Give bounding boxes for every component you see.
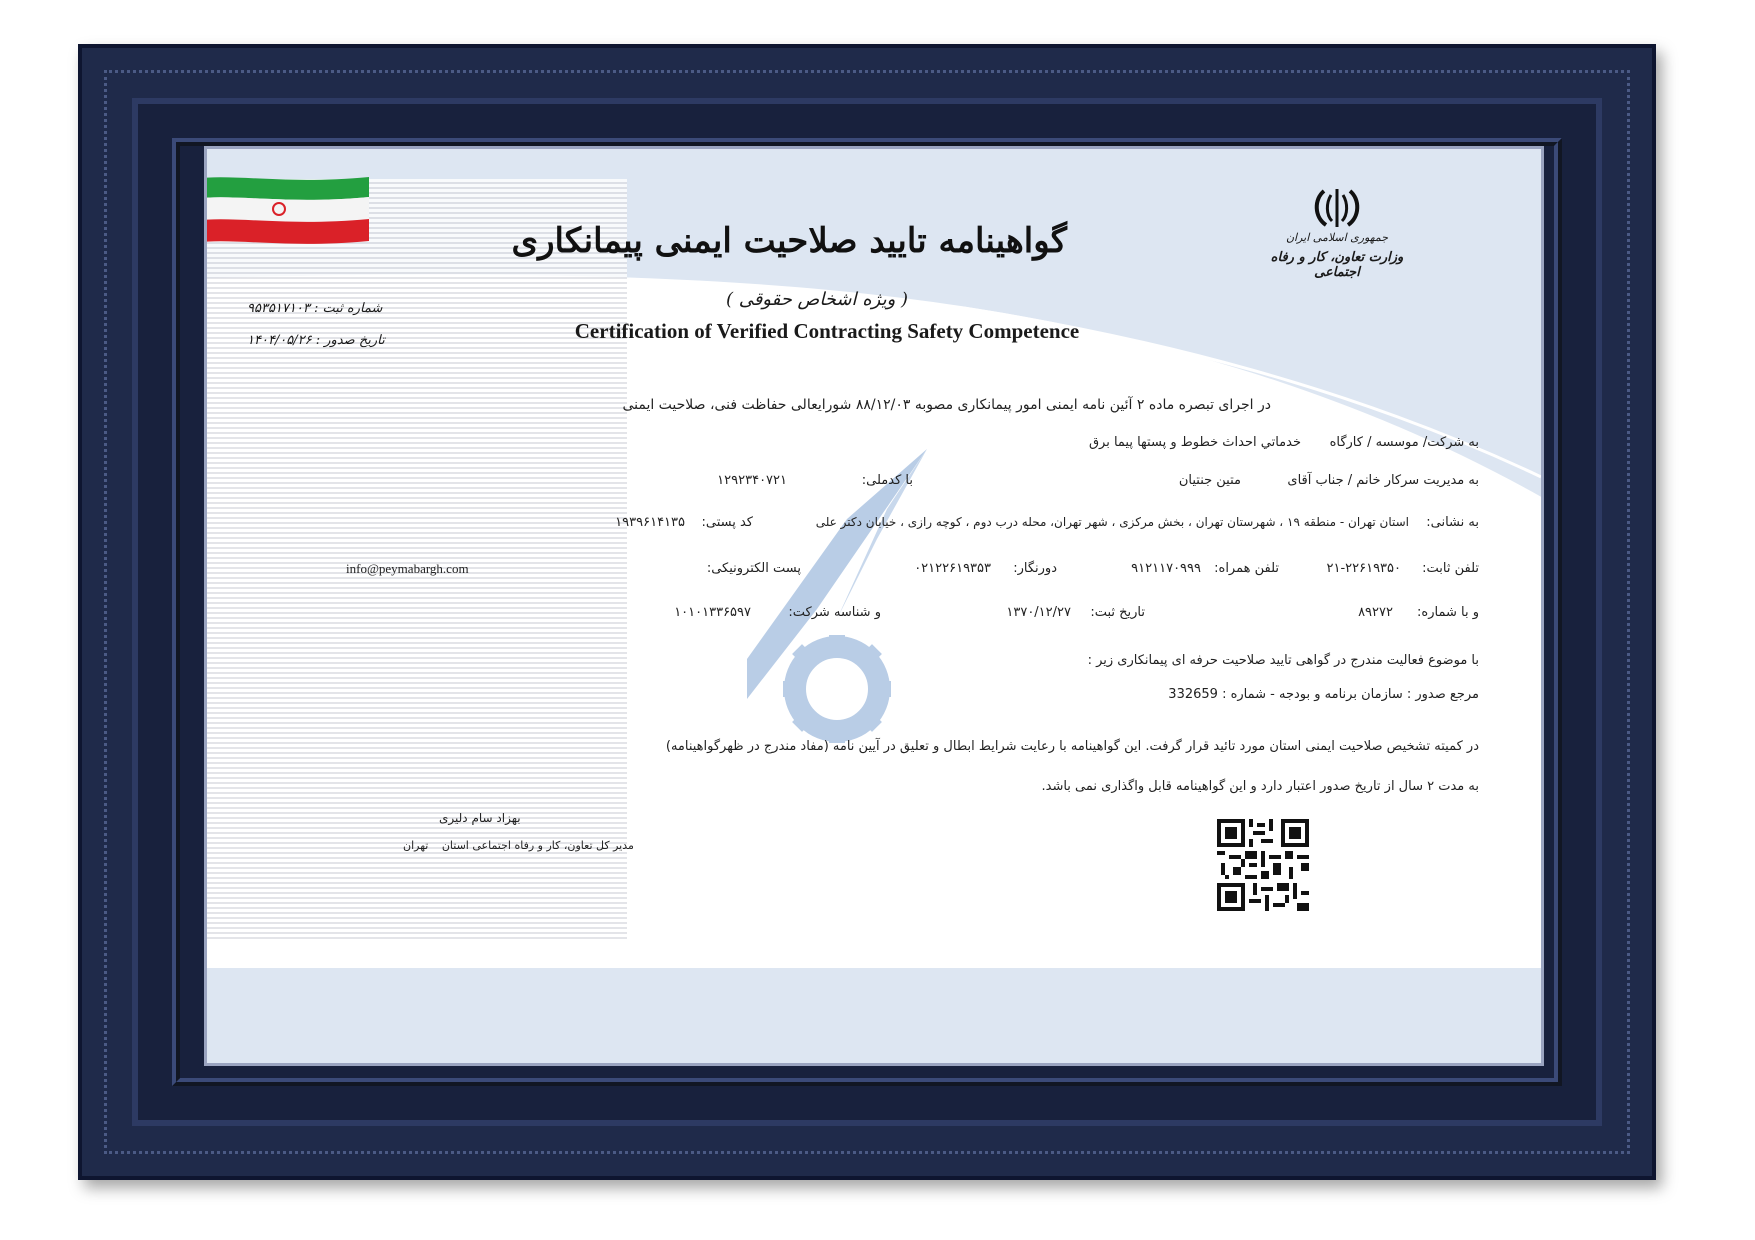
emblem-line1: جمهوری اسلامی ایران bbox=[1285, 231, 1389, 244]
issue-date bbox=[247, 333, 385, 348]
company-id-label: و شناسه شرکت: bbox=[788, 605, 881, 620]
address-value: استان تهران - منطقه ۱۹ ، شهرستان تهران ، بخش مرکزی ، شهر تهران، محله درب دوم ، کوچه رازی ، خیابان دکتر علی bbox=[815, 515, 1409, 529]
stripe-band bbox=[207, 179, 627, 939]
emblem-line2: وزارت تعاون، کار و رفاه اجتماعی bbox=[1270, 250, 1404, 280]
phone-value: ۲۱-۲۲۶۱۹۳۵۰ bbox=[1326, 561, 1401, 576]
postal-code-label: کد پستی: bbox=[701, 515, 753, 530]
address-label: به نشانی: bbox=[1426, 515, 1479, 530]
email-value: info@peymabargh.com bbox=[346, 561, 469, 576]
reference-text: مرجع صدور : سازمان برنامه و بودجه - شماره : 332659 bbox=[1168, 687, 1479, 702]
registration-number-label: شماره ثبت : bbox=[313, 301, 383, 316]
iran-emblem-icon bbox=[1312, 187, 1362, 229]
signer-title-text: مدیر کل تعاون، کار و رفاه اجتماعی استان bbox=[441, 839, 634, 852]
registration-number-value: ۹۵۳۵۱۷۱۰۳ bbox=[247, 301, 310, 316]
qr-code-icon bbox=[1217, 819, 1309, 911]
watermark-logo bbox=[727, 449, 937, 749]
reg-number-label: و با شماره: bbox=[1417, 605, 1479, 620]
company-label: به شرکت/ موسسه / کارگاه bbox=[1329, 435, 1479, 450]
issue-date-label: تاریخ صدور : bbox=[315, 333, 385, 348]
subtitle-persian: ( ویژه اشخاص حقوقی ) bbox=[725, 289, 909, 310]
fax-value: ۰۲۱۲۲۶۱۹۳۵۳ bbox=[914, 561, 991, 576]
iran-flag-icon bbox=[204, 175, 369, 245]
title-english: Certification of Verified Contracting Safety Competence bbox=[574, 319, 1080, 343]
national-id-value: ۱۲۹۲۳۴۰۷۲۱ bbox=[717, 473, 787, 488]
phone-label: تلفن ثابت: bbox=[1422, 561, 1479, 576]
signer-province: تهران bbox=[403, 839, 429, 852]
issue-date-value: ۱۴۰۴/۰۵/۲۶ bbox=[247, 333, 312, 348]
company-value: خدماتي احداث خطوط و پستها پيما برق bbox=[1088, 435, 1301, 450]
manager-value: متين جنتيان bbox=[1178, 473, 1241, 488]
national-id-label: با کدملی: bbox=[861, 473, 913, 488]
bottom-band bbox=[207, 968, 1541, 1063]
registration-number bbox=[247, 301, 382, 316]
manager-label: به مدیریت سرکار خانم / جناب آقای bbox=[1287, 473, 1479, 488]
ministry-emblem bbox=[1247, 187, 1427, 297]
intro-text: در اجرای تبصره ماده ۲ آئین نامه ایمنی امور پیمانکاری مصوبه ۸۸/۱۲/۰۳ شورایعالی حفاظت فنی، صلاحیت ایمنی bbox=[622, 397, 1271, 413]
signer-name: بهزاد سام دلیری bbox=[439, 811, 521, 825]
title-persian: گواهینامه تایید صلاحیت ایمنی پیمانکاری bbox=[511, 221, 1067, 261]
email-label: پست الکترونیکی: bbox=[706, 561, 801, 576]
committee-text: در کمیته تشخیص صلاحیت ایمنی استان مورد تائید قرار گرفت. این گواهینامه با رعایت شرایط ابطال و تعلیق در آیین نامه (مفاد مندرج در ظهرگواهینامه) bbox=[665, 739, 1479, 754]
mobile-label: تلفن همراه: bbox=[1214, 561, 1279, 576]
company-id-value: ۱۰۱۰۱۳۳۶۵۹۷ bbox=[674, 605, 751, 620]
reg-date-value: ۱۳۷۰/۱۲/۲۷ bbox=[1006, 605, 1071, 620]
certificate-paper bbox=[204, 146, 1544, 1066]
validity-text: به مدت ۲ سال از تاریخ صدور اعتبار دارد و این گواهینامه قابل واگذاری نمی باشد. bbox=[1041, 779, 1479, 794]
activity-text: با موضوع فعالیت مندرج در گواهی تایید صلاحیت حرفه ای پیمانکاری زیر : bbox=[1087, 653, 1479, 668]
postal-code-value: ۱۹۳۹۶۱۴۱۳۵ bbox=[615, 515, 685, 530]
mobile-value: ۹۱۲۱۱۷۰۹۹۹ bbox=[1131, 561, 1201, 576]
reg-number-value: ۸۹۲۷۲ bbox=[1358, 605, 1393, 620]
reg-date-label: تاریخ ثبت: bbox=[1090, 605, 1145, 620]
fax-label: دورنگار: bbox=[1013, 561, 1057, 576]
signer-title bbox=[403, 839, 634, 852]
